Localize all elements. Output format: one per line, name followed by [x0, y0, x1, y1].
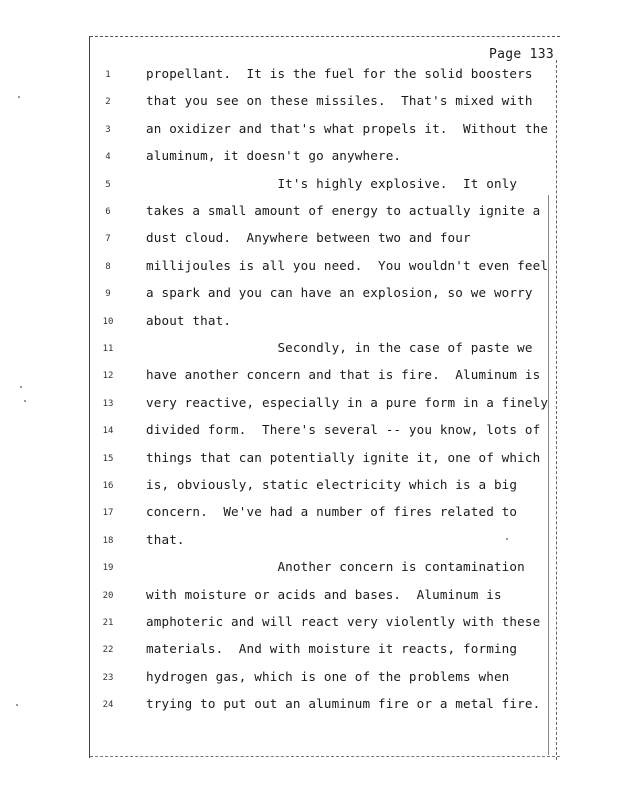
- transcript-line: [0, 148, 618, 168]
- transcript-line: [0, 587, 618, 607]
- transcript-line: [0, 121, 618, 141]
- scan-speck: [506, 538, 508, 540]
- line-text: propellant. It is the fuel for the solid boosters: [146, 66, 533, 81]
- line-text: that.: [146, 531, 185, 547]
- line-number: 8: [105, 261, 111, 272]
- transcript-line: [0, 422, 618, 442]
- line-number: 17: [102, 508, 114, 519]
- line-text: an oxidizer and that's what propels it. Without the: [146, 120, 549, 136]
- line-number: 7: [105, 234, 111, 245]
- line-number: 14: [102, 426, 114, 437]
- transcript-line: [0, 450, 618, 470]
- line-text: things that can potentially ignite it, one of which: [146, 449, 541, 465]
- line-text: dust cloud. Anywhere between two and four: [146, 230, 471, 246]
- transcript-line: [0, 504, 618, 524]
- transcript-line: [0, 230, 618, 250]
- line-number: 6: [105, 207, 111, 217]
- line-text: hydrogen gas, which is one of the problems when: [146, 668, 510, 684]
- line-number: 12: [102, 371, 114, 382]
- line-number: 11: [102, 344, 114, 354]
- line-text: It's highly explosive. It only: [146, 175, 518, 191]
- transcript-line: [0, 93, 618, 113]
- scan-speck: [18, 96, 20, 98]
- transcript-line: [0, 313, 618, 333]
- transcript-line: [0, 696, 618, 716]
- line-text: with moisture or acids and bases. Aluminum is: [146, 586, 502, 602]
- line-number: 23: [102, 672, 114, 683]
- line-text: very reactive, especially in a pure form in a finely: [146, 394, 549, 410]
- page-number: Page 133: [488, 47, 554, 62]
- transcript-line: [0, 176, 618, 196]
- scan-speck: [20, 386, 22, 388]
- transcript-line: [0, 477, 618, 497]
- line-number: 4: [105, 152, 111, 163]
- transcript-line: [0, 395, 618, 415]
- line-number: 10: [102, 316, 114, 327]
- line-number: 19: [102, 563, 114, 574]
- line-number: 22: [102, 645, 114, 656]
- page-frame-top: [90, 36, 560, 37]
- scan-speck: [16, 704, 18, 706]
- line-text: concern. We've had a number of fires related to: [146, 504, 518, 520]
- line-number: 5: [105, 179, 111, 190]
- line-text: materials. And with moisture it reacts, forming: [146, 641, 518, 657]
- transcript-line: [0, 203, 618, 223]
- transcript-line: [0, 641, 618, 661]
- line-number: 13: [102, 398, 114, 409]
- line-text: takes a small amount of energy to actually ignite a: [146, 203, 541, 218]
- line-number: 15: [102, 453, 114, 464]
- page-frame-bottom: [90, 756, 560, 757]
- line-text: Another concern is contamination: [146, 559, 525, 575]
- transcript-line: [0, 559, 618, 579]
- line-text: trying to put out an aluminum fire or a metal fire.: [146, 696, 541, 712]
- line-text: aluminum, it doesn't go anywhere.: [146, 148, 402, 164]
- transcript-line: [0, 532, 618, 552]
- transcript-line: [0, 66, 618, 86]
- transcript-line: [0, 614, 618, 634]
- line-text: is, obviously, static electricity which is a big: [146, 477, 518, 492]
- line-number: 3: [105, 124, 111, 135]
- line-text: amphoteric and will react very violently with these: [146, 614, 541, 629]
- transcript-line: [0, 258, 618, 278]
- scan-speck: [24, 400, 26, 402]
- line-number: 16: [102, 481, 114, 491]
- line-number: 24: [102, 700, 114, 711]
- line-number: 18: [102, 535, 114, 546]
- transcript-line: [0, 669, 618, 689]
- line-text: about that.: [146, 312, 232, 328]
- line-text: divided form. There's several -- you know, lots of: [146, 422, 541, 438]
- line-number: 1: [105, 70, 111, 80]
- line-text: a spark and you can have an explosion, so we worry: [146, 285, 533, 301]
- transcript-line: [0, 285, 618, 305]
- line-number: 2: [105, 97, 111, 108]
- line-text: Secondly, in the case of paste we: [146, 340, 533, 355]
- line-text: millijoules is all you need. You wouldn't even feel: [146, 257, 549, 273]
- line-text: have another concern and that is fire. Aluminum is: [146, 367, 541, 383]
- transcript-line: [0, 367, 618, 387]
- line-number: 9: [105, 289, 111, 300]
- line-text: that you see on these missiles. That's mixed with: [146, 93, 533, 109]
- transcript-line: [0, 340, 618, 360]
- line-number: 20: [102, 590, 114, 601]
- line-number: 21: [102, 618, 114, 628]
